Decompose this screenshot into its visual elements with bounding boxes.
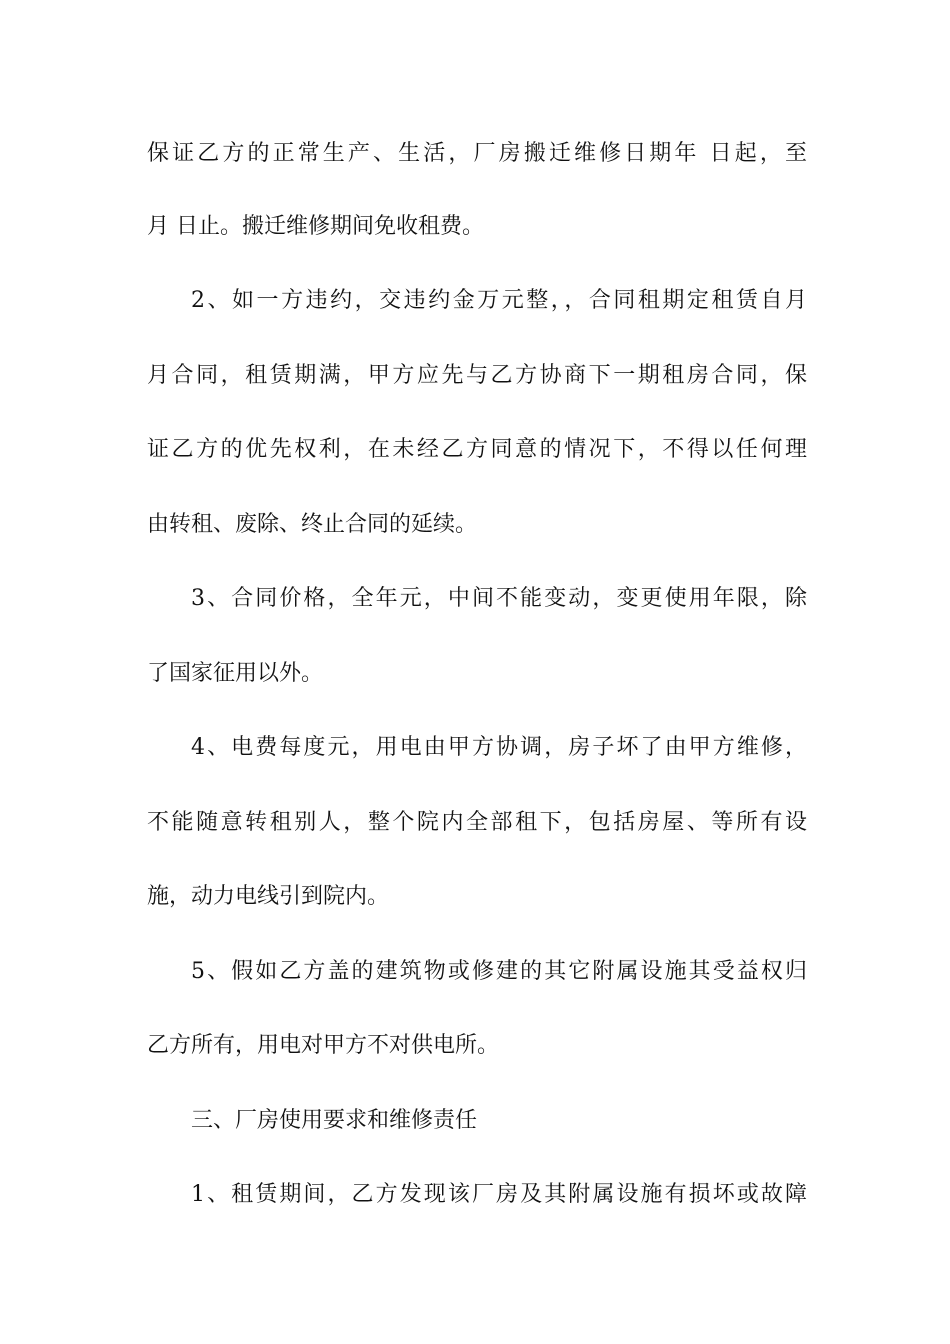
text-line: 乙方所有，用电对甲方不对供电所。: [147, 1033, 500, 1058]
text-line: 了国家征用以外。: [147, 661, 324, 686]
text-line: 2、如一方违约，交违约金万元整，，合同租期定租赁自月: [191, 288, 807, 313]
text-line: 5、假如乙方盖的建筑物或修建的其它附属设施其受益权归: [191, 959, 807, 984]
text-line: 3、合同价格，全年元，中间不能变动，变更使用年限，除: [191, 586, 807, 611]
text-line: 1、租赁期间，乙方发现该厂房及其附属设施有损坏或故障: [191, 1182, 807, 1207]
text-line: 由转租、废除、终止合同的延续。: [147, 512, 478, 537]
text-line: 4、电费每度元，用电由甲方协调，房子坏了由甲方维修，: [191, 735, 807, 760]
text-line: 月合同，租赁期满，甲方应先与乙方协商下一期租房合同，保: [147, 363, 807, 388]
text-line: 月 日止。搬迁维修期间免收租费。: [147, 214, 484, 239]
text-line: 证乙方的优先权利，在未经乙方同意的情况下，不得以任何理: [147, 437, 807, 462]
section-heading: 三、厂房使用要求和维修责任: [191, 1108, 478, 1133]
text-line: 保证乙方的正常生产、生活，厂房搬迁维修日期年 日起，至: [147, 141, 807, 166]
text-line: 施，动力电线引到院内。: [147, 884, 390, 909]
text-line: 不能随意转租别人，整个院内全部租下，包括房屋、等所有设: [147, 810, 807, 835]
